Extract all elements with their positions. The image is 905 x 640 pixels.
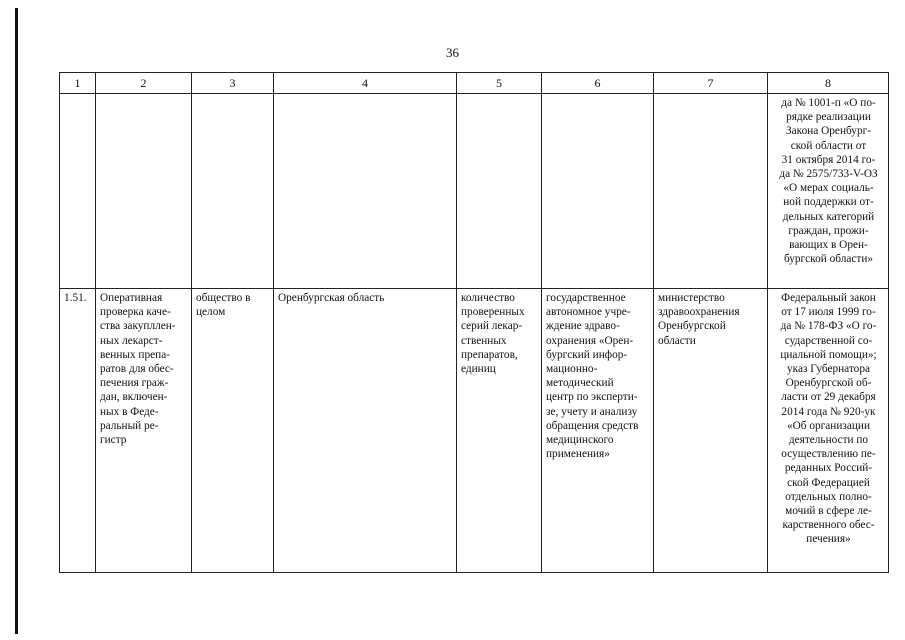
cell-text-line: венных препа- <box>100 348 170 361</box>
cell-text-line: реданных Россий- <box>784 462 873 475</box>
cell-text-line: ласти от 29 декабря <box>781 391 876 404</box>
cell-text-line: осуществлению пе- <box>781 448 876 461</box>
table-row-continuation <box>60 94 889 289</box>
cell-text-line: целом <box>196 306 226 319</box>
cell-text-line: мационно- <box>546 363 598 376</box>
cell-text-line: сударственной со- <box>784 334 873 347</box>
cell-target-group <box>192 94 274 289</box>
cell-text-line: проверка каче- <box>100 306 171 319</box>
table-row-1-51 <box>60 289 889 573</box>
page-number: 36 <box>446 45 459 60</box>
cell-text-line: государственное <box>546 292 626 304</box>
cell-text-line: ной поддержки от- <box>783 196 874 209</box>
cell-text-line: деятельности по <box>788 434 869 447</box>
cell-indicator <box>457 94 542 289</box>
cell-text-line: ратов для обес- <box>100 363 174 376</box>
cell-text-line: области <box>658 334 696 347</box>
cell-text-line: здравоохранения <box>658 306 740 319</box>
cell-executor <box>542 289 654 573</box>
cell-text-line: дан, включен- <box>100 391 168 404</box>
cell-text-line: Оперативная <box>100 292 163 304</box>
column-header-3: 3 <box>192 73 274 94</box>
cell-responsible-body <box>654 94 768 289</box>
cell-text-line: автономное учре- <box>546 306 631 319</box>
cell-text-line: министерство <box>658 292 725 304</box>
cell-responsible-body <box>654 289 768 573</box>
column-header-7: 7 <box>654 73 768 94</box>
cell-measure-name <box>96 94 192 289</box>
column-header-1: 1 <box>60 73 96 94</box>
column-header-6: 6 <box>542 73 654 94</box>
cell-text-line: центр по эксперти- <box>546 391 638 404</box>
cell-text-line: общество в <box>196 292 251 304</box>
column-header-2: 2 <box>96 73 192 94</box>
cell-executor <box>542 94 654 289</box>
cell-number <box>60 94 96 289</box>
cell-text-line: единиц <box>461 363 496 376</box>
cell-text-line: граждан, прожи- <box>788 224 869 237</box>
cell-text-line: обращения средств <box>546 419 639 432</box>
cell-text-line: 1.51. <box>64 292 87 304</box>
document-table <box>59 72 889 573</box>
column-header-5: 5 <box>457 73 542 94</box>
cell-text-line: ных в Феде- <box>100 405 159 418</box>
cell-legal-basis <box>768 289 889 573</box>
cell-text-line: ральный ре- <box>100 419 159 432</box>
cell-text-line: циальной помощи»; <box>780 348 877 361</box>
cell-text-line: гистр <box>100 434 127 447</box>
cell-measure-name <box>96 289 192 573</box>
cell-text-line: мочий в сфере ле- <box>785 505 872 518</box>
cell-text-line: да № 178-ФЗ «О го- <box>780 320 877 333</box>
cell-text-line: охранения «Орен- <box>546 334 634 347</box>
cell-text-line: печения» <box>806 533 851 546</box>
cell-text-line: серий лекар- <box>461 320 523 333</box>
cell-text-line: медицинского <box>546 434 614 447</box>
cell-text-line: Оренбургской об- <box>785 377 872 390</box>
cell-number <box>60 289 96 573</box>
cell-text-line: ждение здраво- <box>546 320 620 333</box>
binding-edge <box>15 8 18 634</box>
cell-text-line: Закона Оренбург- <box>786 125 871 138</box>
cell-text-line: бургской области» <box>783 253 874 266</box>
cell-text-line: ства закупллен- <box>100 320 176 333</box>
cell-target-group <box>192 289 274 573</box>
cell-text-line: препаратов, <box>461 348 518 361</box>
cell-text-line: бургский инфор- <box>546 348 628 361</box>
cell-text-line: Федеральный закон <box>781 292 876 304</box>
cell-text-line: Оренбургской <box>658 320 726 333</box>
cell-text-line: отдельных полно- <box>785 490 872 503</box>
column-header-8: 8 <box>768 73 889 94</box>
cell-text-line: указ Губернатора <box>787 363 870 376</box>
cell-text-line: дельных категорий <box>782 210 875 223</box>
column-header-4: 4 <box>274 73 457 94</box>
cell-text-line: зе, учету и анализу <box>546 405 638 418</box>
cell-text-line: ных лекарст- <box>100 334 163 347</box>
cell-text-line: 2014 года № 920-ук <box>781 405 876 418</box>
cell-text-line: ской области от <box>790 139 867 152</box>
cell-text-line: Оренбургская область <box>278 292 385 304</box>
cell-text-line: «Об организации <box>786 419 871 432</box>
cell-indicator <box>457 289 542 573</box>
cell-text-line: количество <box>461 292 515 304</box>
cell-text-line: печения граж- <box>100 377 169 390</box>
cell-territory <box>274 289 457 573</box>
table-header-row <box>60 73 889 94</box>
cell-text-line: методический <box>546 377 614 390</box>
cell-text-line: проверенных <box>461 306 525 319</box>
cell-legal-basis <box>768 94 889 289</box>
cell-text-line: от 17 июля 1999 го- <box>781 306 876 319</box>
cell-text-line: 31 октября 2014 го- <box>781 153 876 166</box>
cell-text-line: применения» <box>546 448 610 461</box>
cell-text-line: да № 1001-п «О по- <box>781 97 876 109</box>
cell-text-line: ственных <box>461 334 507 347</box>
cell-text-line: вающих в Орен- <box>789 239 868 252</box>
cell-text-line: ской Федерацией <box>787 476 870 489</box>
cell-text-line: «О мерах социаль- <box>783 182 874 195</box>
cell-text-line: карственного обес- <box>782 519 875 532</box>
cell-text-line: рядке реализации <box>786 111 871 124</box>
cell-text-line: да № 2575/733-V-ОЗ <box>779 168 878 181</box>
cell-territory <box>274 94 457 289</box>
